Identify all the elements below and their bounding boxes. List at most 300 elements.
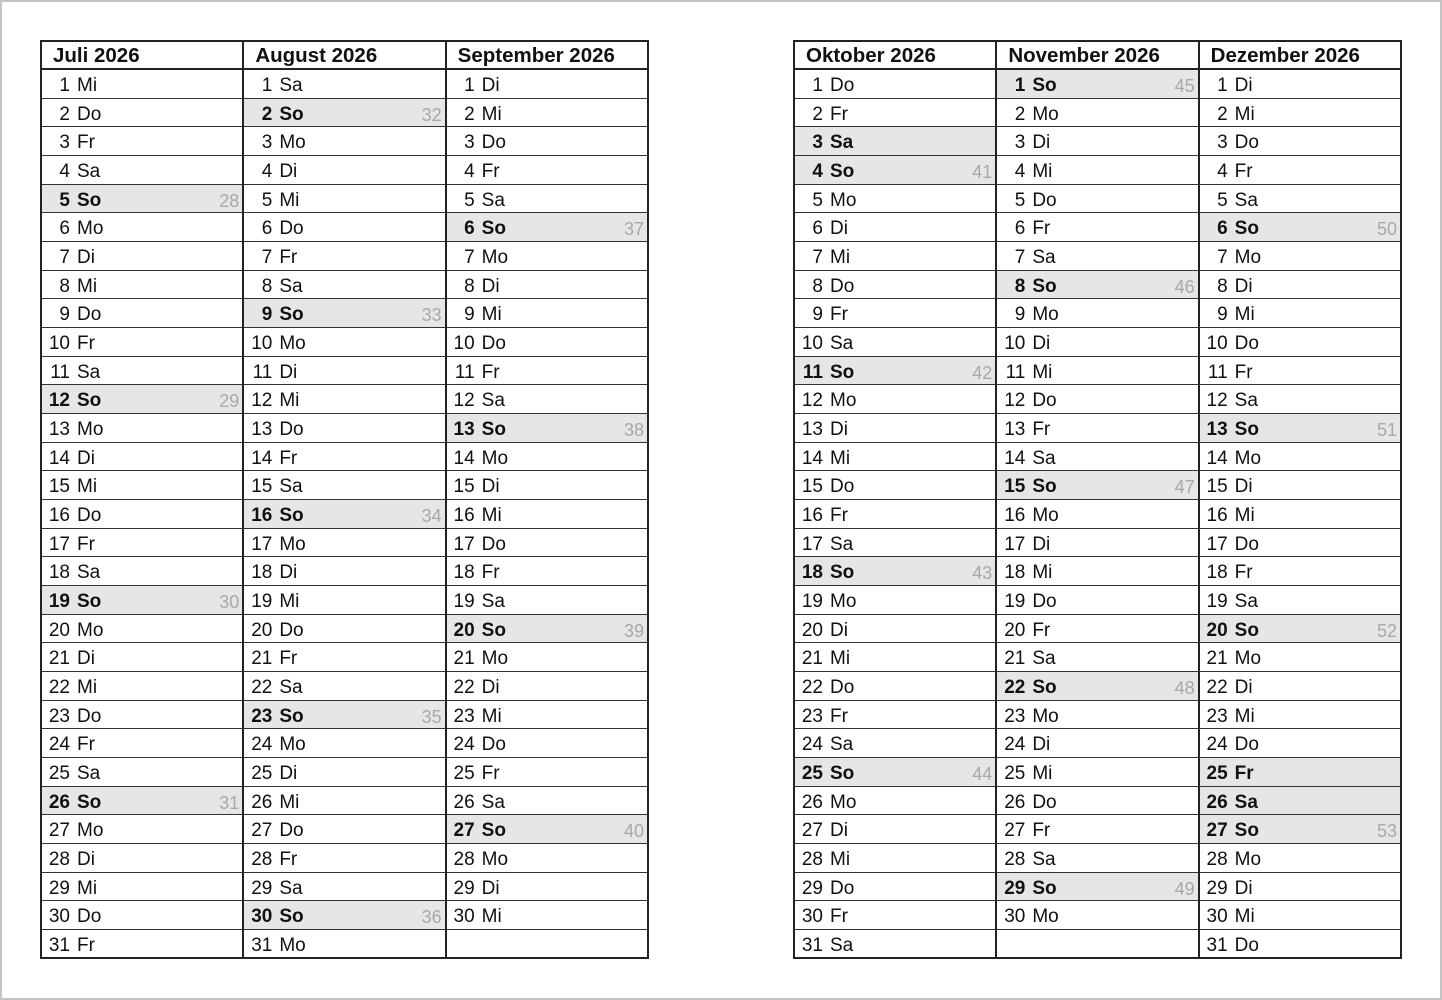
day-number: 9 — [261, 304, 273, 326]
weekday: Sa — [481, 791, 505, 813]
day-row — [997, 185, 1197, 214]
day-number: 16 — [453, 505, 475, 527]
week-number: 48 — [1174, 678, 1195, 699]
weekday: Mi — [1234, 103, 1255, 125]
day-number: 3 — [1014, 132, 1026, 154]
weekday: Do — [481, 533, 506, 555]
week-number: 53 — [1376, 821, 1397, 842]
weekday: Sa — [77, 763, 101, 785]
day-number: 4 — [812, 161, 823, 183]
weekday: Di — [77, 247, 95, 269]
day-list — [997, 70, 1197, 959]
day-number: 12 — [48, 390, 70, 412]
day-row — [42, 729, 242, 758]
day-row — [42, 213, 242, 242]
day-number: 23 — [1206, 705, 1228, 727]
day-number: 6 — [261, 218, 273, 240]
day-row — [447, 672, 647, 701]
day-number: 25 — [48, 763, 70, 785]
month-column — [995, 42, 1197, 957]
weekday: Sa — [1032, 447, 1056, 469]
day-number: 22 — [801, 677, 823, 699]
weekday: Sa — [481, 189, 505, 211]
weekday: Mi — [279, 189, 300, 211]
day-row — [795, 815, 995, 844]
weekday: Mi — [77, 75, 98, 96]
day-number: 20 — [48, 619, 70, 641]
day-row — [447, 385, 647, 414]
week-number: 36 — [421, 907, 442, 928]
day-number: 8 — [464, 275, 475, 297]
day-number: 5 — [59, 189, 70, 211]
day-row — [244, 844, 444, 873]
day-number: 2 — [261, 103, 273, 125]
day-row — [447, 271, 647, 300]
day-row — [42, 586, 242, 615]
day-row — [795, 242, 995, 271]
day-number: 12 — [1206, 390, 1228, 412]
day-number: 28 — [1206, 849, 1228, 871]
day-row — [997, 70, 1197, 99]
weekday: Mi — [481, 705, 502, 727]
day-row — [1200, 701, 1400, 730]
day-row — [244, 500, 444, 529]
day-row — [1200, 529, 1400, 558]
day-number: 17 — [251, 533, 273, 555]
weekday: Di — [1032, 333, 1051, 355]
day-number: 17 — [1004, 533, 1026, 555]
day-number: 16 — [801, 505, 823, 527]
month-column — [445, 42, 647, 957]
day-row — [42, 414, 242, 443]
day-number: 20 — [1206, 619, 1228, 641]
week-number: 37 — [623, 219, 644, 240]
weekday: Mo — [1032, 705, 1059, 727]
weekday: Sa — [77, 562, 101, 584]
day-row — [42, 443, 242, 472]
day-row — [447, 328, 647, 357]
month-title: September 2026 — [447, 42, 647, 70]
day-number: 24 — [801, 734, 823, 756]
weekday: Di — [481, 275, 500, 297]
day-number: 30 — [801, 906, 823, 928]
day-number: 14 — [1206, 447, 1228, 469]
day-number: 11 — [1005, 361, 1026, 383]
day-number: 13 — [801, 419, 823, 441]
weekday: Sa — [77, 361, 101, 383]
day-number: 27 — [453, 820, 475, 842]
day-row — [42, 156, 242, 185]
weekday: So — [830, 763, 855, 785]
day-row — [42, 873, 242, 902]
day-row — [447, 873, 647, 902]
weekday: Sa — [77, 161, 101, 183]
weekday: Do — [279, 218, 304, 240]
weekday: So — [1032, 877, 1057, 899]
weekday: Mi — [1032, 361, 1053, 383]
day-number: 20 — [453, 619, 475, 641]
day-row — [1200, 385, 1400, 414]
weekday: Di — [1234, 75, 1253, 96]
day-row — [42, 471, 242, 500]
day-row — [447, 643, 647, 672]
day-number: 8 — [59, 275, 70, 297]
day-number: 24 — [1004, 734, 1026, 756]
day-row — [244, 815, 444, 844]
weekday: Sa — [1234, 390, 1258, 412]
day-number: 28 — [251, 849, 273, 871]
day-number: 6 — [1217, 218, 1228, 240]
day-number: 3 — [812, 132, 823, 154]
weekday: Mo — [1032, 906, 1059, 928]
day-row — [447, 930, 647, 959]
day-number: 21 — [48, 648, 70, 670]
weekday: So — [77, 591, 102, 613]
weekday: Do — [830, 877, 855, 899]
weekday: Di — [481, 75, 500, 96]
weekday: So — [1234, 820, 1259, 842]
day-number: 17 — [1206, 533, 1228, 555]
weekday: Do — [77, 505, 102, 527]
weekday: Do — [1234, 734, 1259, 756]
day-number: 26 — [801, 791, 823, 813]
day-row — [244, 930, 444, 959]
day-number: 30 — [1206, 906, 1228, 928]
month-title: Dezember 2026 — [1200, 42, 1400, 70]
day-row — [997, 299, 1197, 328]
day-row — [1200, 901, 1400, 930]
weekday: Di — [1234, 275, 1253, 297]
day-row — [447, 70, 647, 99]
weekday: Sa — [481, 591, 505, 613]
day-number: 4 — [1217, 161, 1228, 183]
day-row — [244, 471, 444, 500]
day-number: 30 — [251, 906, 273, 928]
day-row — [1200, 185, 1400, 214]
day-number: 31 — [251, 935, 273, 957]
weekday: So — [830, 361, 855, 383]
week-number: 32 — [421, 104, 442, 125]
weekday: Mo — [481, 447, 509, 469]
day-row — [244, 213, 444, 242]
day-row — [1200, 299, 1400, 328]
day-number: 17 — [48, 533, 70, 555]
day-row — [42, 615, 242, 644]
weekday: Mi — [279, 791, 300, 813]
day-row — [997, 787, 1197, 816]
weekday: So — [1234, 419, 1259, 441]
day-row — [1200, 156, 1400, 185]
day-number: 27 — [1004, 820, 1026, 842]
day-number: 29 — [453, 877, 475, 899]
day-row — [42, 901, 242, 930]
day-number: 20 — [251, 619, 273, 641]
day-number: 28 — [48, 849, 70, 871]
day-number: 9 — [59, 304, 70, 326]
day-number: 12 — [453, 390, 475, 412]
day-row — [795, 299, 995, 328]
day-row — [42, 758, 242, 787]
day-row — [244, 127, 444, 156]
day-row — [1200, 557, 1400, 586]
day-number: 17 — [801, 533, 823, 555]
weekday: Mi — [1234, 505, 1255, 527]
weekday: So — [77, 390, 102, 412]
day-row — [244, 299, 444, 328]
day-number: 10 — [1004, 333, 1026, 355]
day-row — [42, 815, 242, 844]
weekday: Do — [481, 132, 506, 154]
day-row — [795, 729, 995, 758]
weekday: Sa — [279, 476, 303, 498]
day-row — [795, 271, 995, 300]
week-number: 31 — [219, 792, 240, 813]
day-number: 1 — [812, 75, 823, 96]
day-number: 30 — [1004, 906, 1026, 928]
day-row — [795, 701, 995, 730]
month-column — [42, 42, 242, 957]
day-number: 18 — [1206, 562, 1228, 584]
day-row — [795, 758, 995, 787]
day-number: 5 — [1014, 189, 1026, 211]
day-number: 25 — [453, 763, 475, 785]
day-row — [447, 787, 647, 816]
weekday: Sa — [830, 734, 854, 756]
day-row — [795, 500, 995, 529]
day-number: 11 — [1207, 361, 1228, 383]
day-row — [795, 471, 995, 500]
weekday: Do — [279, 619, 304, 641]
weekday: Sa — [279, 677, 303, 699]
day-row — [42, 529, 242, 558]
day-number: 2 — [464, 103, 475, 125]
day-row — [447, 443, 647, 472]
month-title: November 2026 — [997, 42, 1197, 70]
weekday: Sa — [279, 75, 303, 96]
weekday: Do — [830, 476, 855, 498]
day-row — [1200, 672, 1400, 701]
day-number: 13 — [1206, 419, 1228, 441]
weekday: Mi — [77, 476, 98, 498]
weekday: Di — [481, 877, 500, 899]
weekday: So — [481, 619, 506, 641]
weekday: Do — [77, 906, 102, 928]
weekday: Mo — [1234, 849, 1262, 871]
weekday: Di — [1234, 677, 1253, 699]
day-number: 25 — [251, 763, 273, 785]
day-number: 23 — [251, 705, 273, 727]
weekday: Do — [279, 820, 304, 842]
day-number: 10 — [48, 333, 70, 355]
weekday: Mo — [1032, 304, 1059, 326]
day-number: 5 — [464, 189, 475, 211]
weekday: Mi — [481, 906, 502, 928]
weekday: Do — [1032, 189, 1057, 211]
day-row — [1200, 815, 1400, 844]
day-row — [997, 500, 1197, 529]
weekday: Di — [1032, 132, 1051, 154]
day-row — [997, 471, 1197, 500]
weekday: Do — [1234, 935, 1259, 957]
day-row — [1200, 99, 1400, 128]
day-number: 18 — [801, 562, 823, 584]
weekday: Mi — [1032, 763, 1053, 785]
day-row — [1200, 213, 1400, 242]
day-row — [1200, 271, 1400, 300]
day-number: 27 — [1206, 820, 1228, 842]
day-row — [244, 99, 444, 128]
day-number: 22 — [48, 677, 70, 699]
weekday: So — [830, 161, 855, 183]
day-number: 31 — [801, 935, 823, 957]
weekday: Mi — [77, 677, 98, 699]
day-row — [42, 557, 242, 586]
day-row — [42, 844, 242, 873]
weekday: Mo — [279, 333, 306, 355]
day-row — [244, 443, 444, 472]
weekday: Fr — [77, 734, 95, 756]
day-number: 25 — [1004, 763, 1026, 785]
week-number: 28 — [219, 190, 240, 211]
weekday: Sa — [1032, 648, 1056, 670]
day-number: 12 — [251, 390, 273, 412]
week-number: 52 — [1376, 620, 1397, 641]
weekday: So — [279, 705, 304, 727]
day-number: 7 — [464, 247, 475, 269]
day-row — [997, 586, 1197, 615]
day-row — [795, 615, 995, 644]
weekday: Do — [481, 734, 506, 756]
day-number: 21 — [453, 648, 475, 670]
day-number: 29 — [48, 877, 70, 899]
day-number: 4 — [464, 161, 475, 183]
weekday: Mi — [481, 505, 502, 527]
month-title: Oktober 2026 — [795, 42, 995, 70]
day-row — [1200, 758, 1400, 787]
day-number: 2 — [1014, 103, 1026, 125]
day-number: 9 — [1217, 304, 1228, 326]
day-number: 19 — [48, 591, 70, 613]
day-row — [42, 99, 242, 128]
day-row — [244, 557, 444, 586]
weekday: Sa — [830, 132, 854, 154]
weekday: Do — [1234, 533, 1259, 555]
day-number: 31 — [48, 935, 70, 957]
day-number: 11 — [454, 361, 475, 383]
weekday: Mi — [830, 849, 851, 871]
day-number: 13 — [453, 419, 475, 441]
weekday: Fr — [481, 161, 500, 183]
weekday: So — [279, 906, 304, 928]
week-number: 45 — [1174, 76, 1195, 96]
day-list — [447, 70, 647, 959]
day-number: 11 — [50, 361, 70, 383]
weekday: Mo — [77, 218, 104, 240]
week-number: 35 — [421, 706, 442, 727]
day-row — [795, 156, 995, 185]
day-row — [1200, 471, 1400, 500]
day-number: 23 — [1004, 705, 1026, 727]
weekday: Mi — [1032, 562, 1053, 584]
week-number: 44 — [972, 764, 993, 785]
weekday: Di — [279, 562, 298, 584]
day-row — [795, 529, 995, 558]
day-number: 15 — [251, 476, 273, 498]
weekday: Fr — [1234, 562, 1253, 584]
weekday: Mo — [481, 849, 509, 871]
week-number: 39 — [623, 620, 644, 641]
day-number: 13 — [1004, 419, 1026, 441]
weekday: Mo — [1032, 103, 1059, 125]
day-row — [447, 127, 647, 156]
day-number: 22 — [251, 677, 273, 699]
day-number: 22 — [1206, 677, 1228, 699]
weekday: Mi — [481, 103, 502, 125]
day-row — [1200, 729, 1400, 758]
day-number: 19 — [251, 591, 273, 613]
weekday: So — [1032, 75, 1057, 96]
day-row — [997, 844, 1197, 873]
weekday: Do — [481, 333, 506, 355]
day-number: 30 — [453, 906, 475, 928]
day-row — [447, 529, 647, 558]
weekday: Mi — [279, 591, 300, 613]
day-number: 19 — [453, 591, 475, 613]
day-row — [244, 242, 444, 271]
week-number: 47 — [1174, 477, 1195, 498]
day-number: 23 — [801, 705, 823, 727]
weekday: Fr — [481, 361, 500, 383]
day-row — [244, 873, 444, 902]
weekday: Sa — [1234, 791, 1258, 813]
day-row — [795, 443, 995, 472]
day-row — [997, 672, 1197, 701]
weekday: Di — [830, 619, 848, 641]
day-number: 5 — [812, 189, 823, 211]
day-number: 28 — [453, 849, 475, 871]
day-number: 23 — [453, 705, 475, 727]
day-number: 25 — [1206, 763, 1228, 785]
day-number: 1 — [464, 75, 475, 96]
day-row — [42, 242, 242, 271]
day-row — [997, 328, 1197, 357]
day-row — [42, 271, 242, 300]
day-row — [42, 672, 242, 701]
weekday: Fr — [830, 906, 848, 928]
day-row — [795, 99, 995, 128]
day-row — [447, 701, 647, 730]
day-number: 15 — [801, 476, 823, 498]
day-number: 11 — [802, 361, 823, 383]
day-number: 9 — [1014, 304, 1026, 326]
day-number: 8 — [1217, 275, 1228, 297]
day-row — [244, 643, 444, 672]
day-number: 2 — [1217, 103, 1228, 125]
day-number: 21 — [1206, 648, 1228, 670]
day-row — [42, 787, 242, 816]
weekday: Mo — [1234, 447, 1262, 469]
day-number: 15 — [1004, 476, 1026, 498]
weekday: Di — [830, 820, 848, 842]
weekday: Fr — [77, 333, 95, 355]
day-number: 26 — [1004, 791, 1026, 813]
day-number: 6 — [59, 218, 70, 240]
day-row — [997, 529, 1197, 558]
day-row — [42, 385, 242, 414]
weekday: Fr — [1032, 419, 1051, 441]
week-number: 51 — [1376, 420, 1397, 441]
day-row — [1200, 443, 1400, 472]
